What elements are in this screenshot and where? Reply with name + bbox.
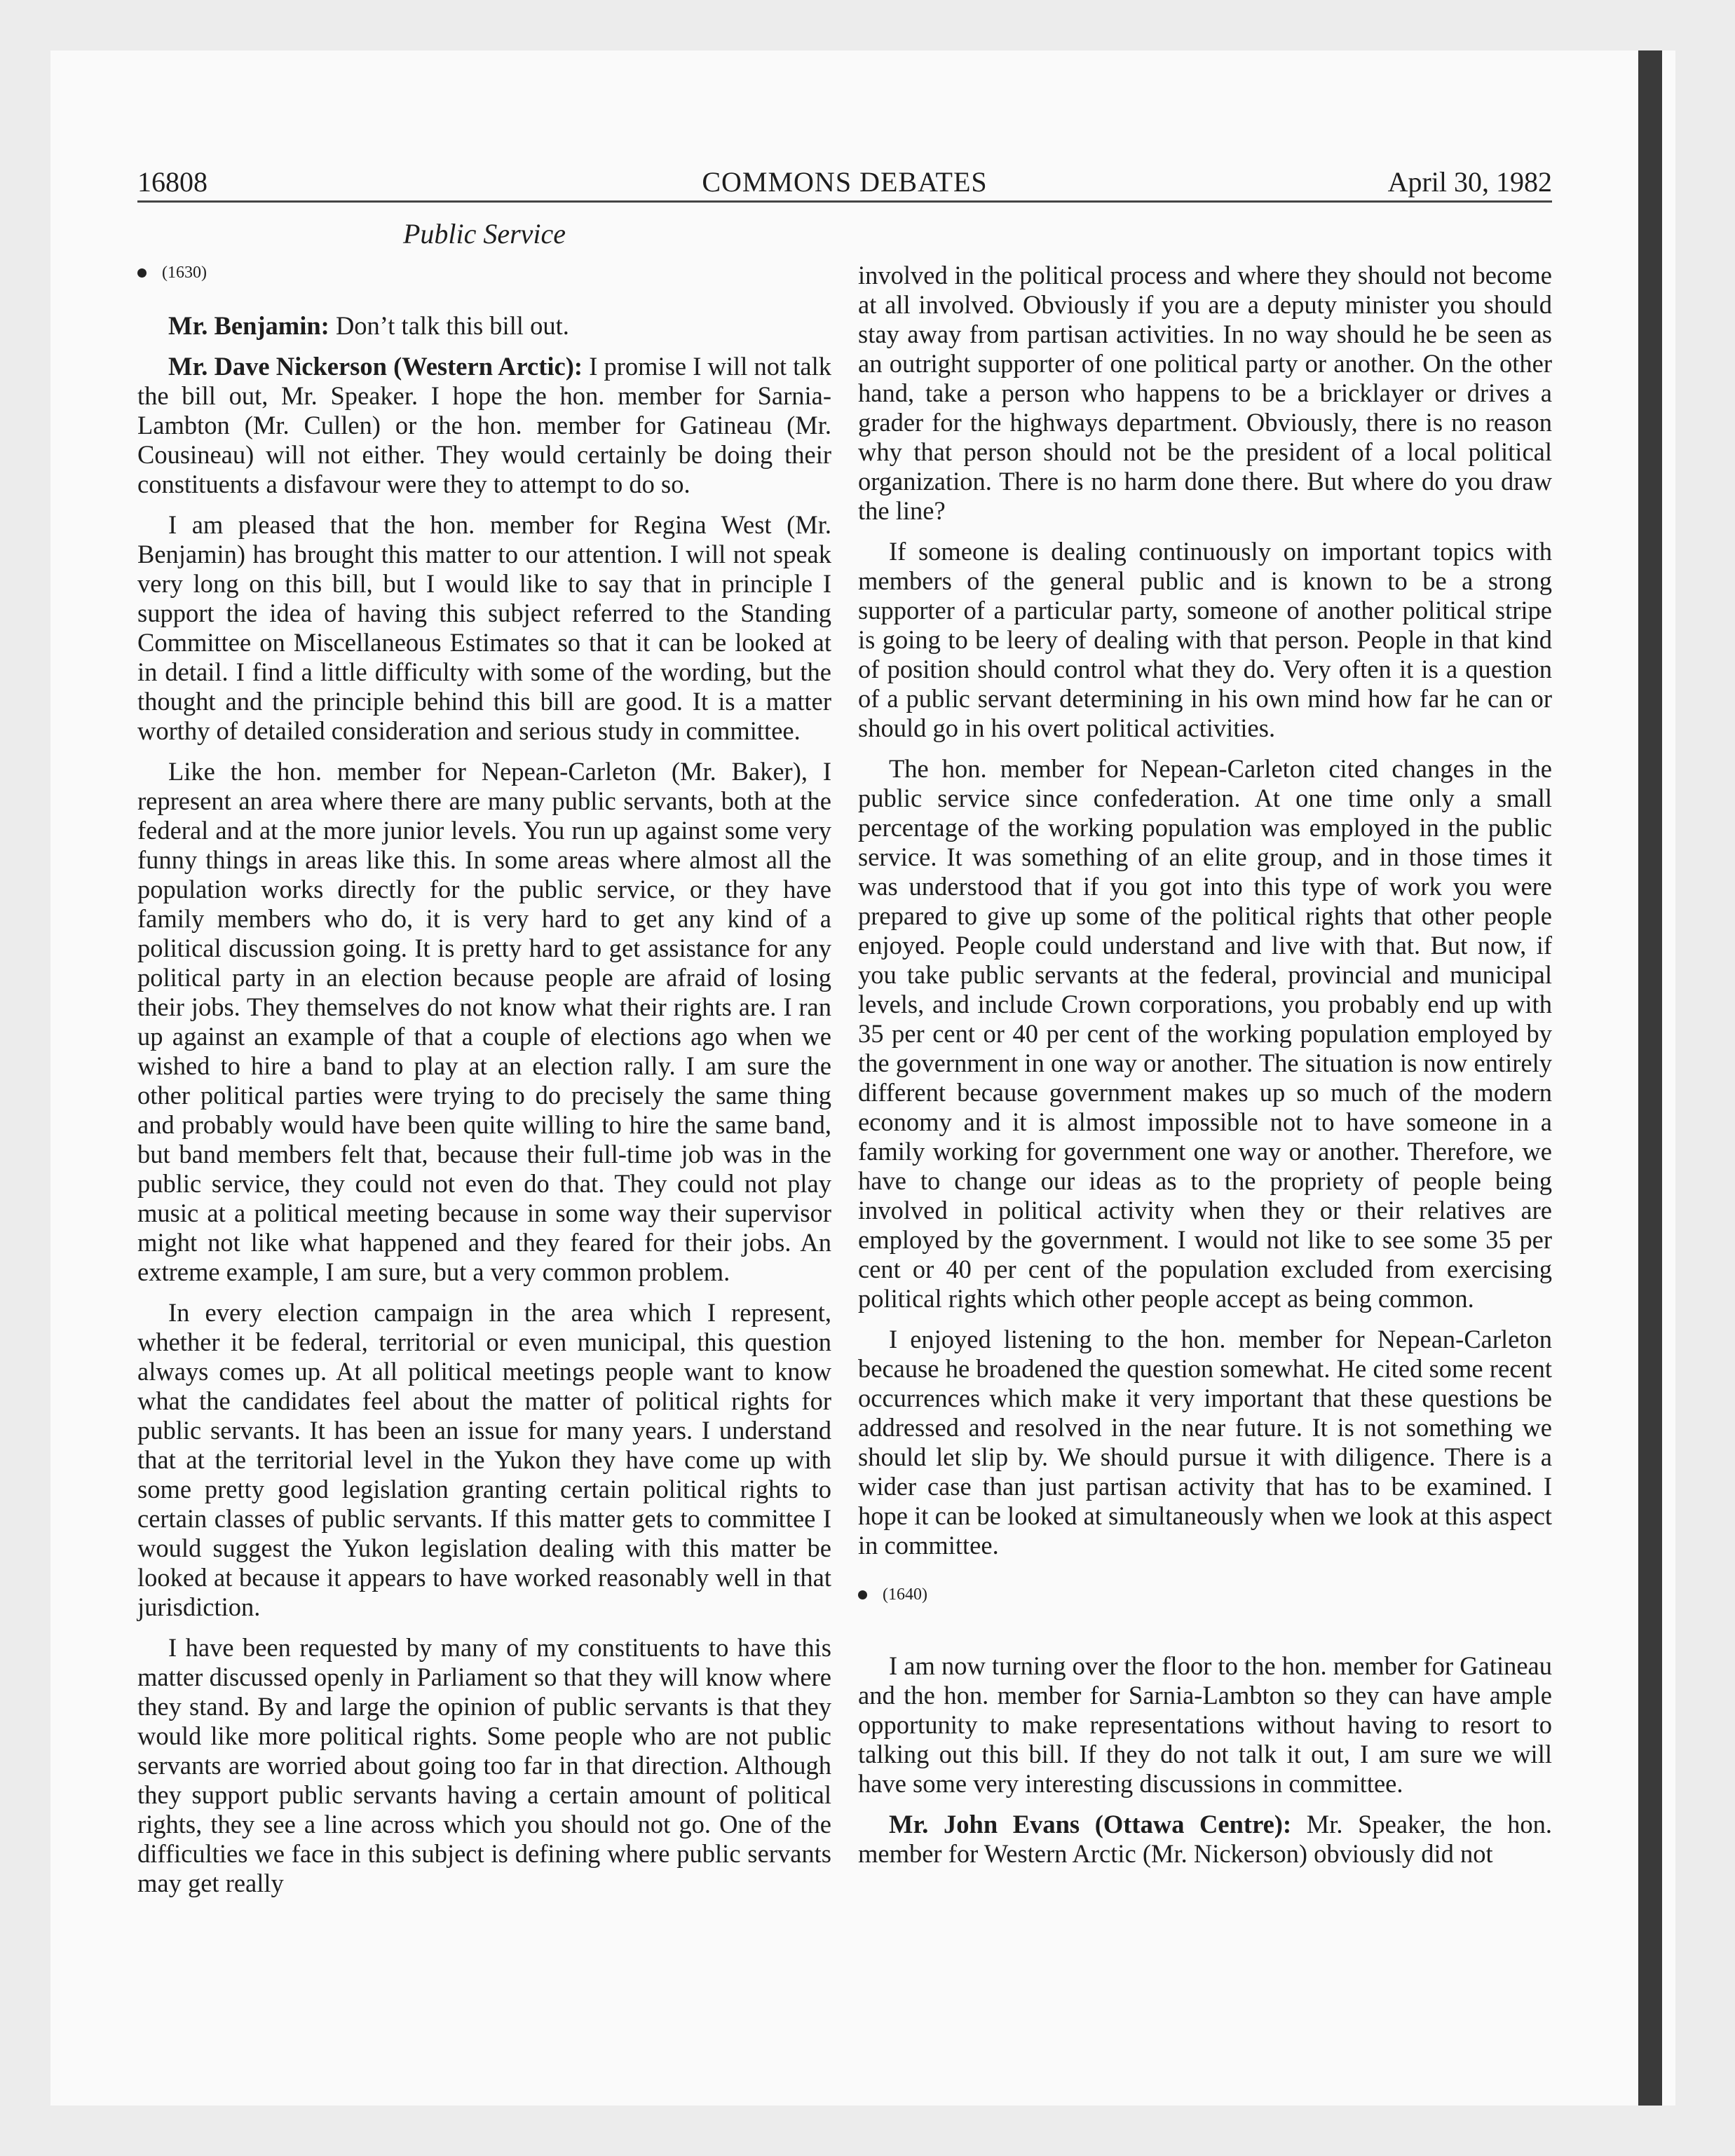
paragraph: I enjoyed listening to the hon. member for Nepean-Carleton because he broadened the question somewhat. He cited some recent occurrences which make it very important that these questions be addressed and resolved in the near future. It is not something we should let slip by. We should pursue it with diligence. There is a wider case than just partisan activity that has to be examined. I hope it can be looked at simultaneously when we look at this aspect in committee. [858, 1325, 1552, 1560]
paragraph [137, 352, 831, 499]
time-marker [858, 1583, 1552, 1606]
bullet-icon [858, 1590, 867, 1599]
speaker-name: Mr. Dave Nickerson (Western Arctic): [168, 352, 583, 381]
paragraph: Like the hon. member for Nepean-Carleton (Mr. Baker), I represent an area where there are many public servants, both at the federal and at the more junior levels. You run up against some very funny things in areas like this. In some areas where almost all the population works directly for the public service, or they have family members who do, it is very hard to get any kind of a political discussion going. It is pretty hard to get assistance for any political party in an election because people are afraid of losing their jobs. They themselves do not know what their rights are. I ran up against an example of that a couple of elections ago when we wished to hire a band to play at an election rally. I am sure the other political parties were trying to do precisely the same thing and probably would have been quite willing to hire the same band, but band members felt that, because their full-time job was in the public service, they could not even do that. They could not play music at a political meeting because in some way their supervisor might not like what happened and they feared for their jobs. An extreme example, I am sure, but a very common problem. [137, 757, 831, 1286]
time-marker-label: (1630) [162, 264, 207, 282]
paragraph: The hon. member for Nepean-Carleton cited changes in the public service since confederation. At one time only a small percentage of the working population was employed in the public service. It was something of an elite group, and in those times it was understood that if you got into this type of work you were prepared to give up some of the political rights that other people enjoyed. People could understand and live with that. But now, if you take public servants at the federal, provincial and municipal levels, and include Crown corporations, you probably end up with 35 per cent or 40 per cent of the working population employed by the government in one way or another. The situation is now entirely different because government makes up so much of the modern economy and it is almost impossible not to have someone in a family working for government one way or another. Therefore, we have to change our ideas as to the propriety of people being involved in political activity when they or their relatives are employed by the government. I would not like to see some 35 per cent or 40 per cent of the population excluded from exercising political rights which other people accept as being common. [858, 754, 1552, 1313]
right-column [858, 261, 1552, 1880]
paragraph: If someone is dealing continuously on important topics with members of the general public and is known to be a strong supporter of a particular party, someone of another political stripe is going to be leery of dealing with that person. People in that kind of position should control what they do. Very often it is a question of a public servant determining in his own mind how far he can or should go in his overt political activities. [858, 537, 1552, 742]
time-marker-label: (1640) [883, 1585, 927, 1604]
scan-edge-bar [1638, 50, 1662, 2106]
paragraph: I am now turning over the floor to the hon. member for Gatineau and the hon. member for Sarnia-Lambton so they can have ample opportunity to make representations without having to resort to talking out this bill. If they do not talk it out, I am sure we will have some very interesting discussions in committee. [858, 1651, 1552, 1798]
running-header [137, 165, 1552, 202]
section-title: Public Service [402, 218, 566, 250]
paragraph [137, 311, 831, 341]
paragraph: I have been requested by many of my constituents to have this matter discussed openly in Parliament so that they will know where they stand. By and large the opinion of public servants is that they would like more political rights. Some people who are not public servants are worried about going too far in that direction. Although they support public servants having a certain amount of political rights, they see a line across which you should not go. One of the difficulties we face in this subject is defining where public servants may get really [137, 1633, 831, 1897]
publication-title: COMMONS DEBATES [702, 166, 988, 198]
page-number: 16808 [137, 166, 207, 198]
paragraph: I am pleased that the hon. member for Regina West (Mr. Benjamin) has brought this matter to our attention. I will not speak very long on this bill, but I would like to say that in principle I support the idea of having this subject referred to the Standing Committee on Miscellaneous Estimates so that it can be looked at in detail. I find a little difficulty with some of the wording, but the thought and the principle behind this bill are good. It is a matter worthy of detailed consideration and serious study in committee. [137, 510, 831, 745]
issue-date: April 30, 1982 [1387, 166, 1552, 198]
paragraph: In every election campaign in the area which I represent, whether it be federal, territorial or even municipal, this question always comes up. At all political meetings people want to know what the candidates feel about the matter of political rights for public servants. It has been an issue for many years. I understand that at the territorial level in the Yukon they have come up with some pretty good legislation granting certain political rights to certain classes of public servants. If this matter gets to committee I would suggest the Yukon legislation dealing with this matter be looked at because it appears to have worked reasonably well in that jurisdiction. [137, 1298, 831, 1621]
speech-text: Mr. Speaker, the hon. member for Western Arctic (Mr. Nickerson) obviously did not [858, 1810, 1552, 1868]
paragraph: involved in the political process and where they should not become at all involved. Obviously if you are a deputy minister you should stay away from partisan activities. In no way should he be seen as an outright supporter of one political party or another. On the other hand, take a person who happens to be a bricklayer or drives a grader for the highways department. Obviously, there is no reason why that person should not be the president of a local political organization. There is no harm done there. But where do you draw the line? [858, 261, 1552, 525]
header-rule [137, 200, 1552, 203]
speech-text: I promise I will not talk the bill out, Mr. Speaker. I hope the hon. member for Sarnia-Lambton (Mr. Cullen) or the hon. member for Gatineau (Mr. Cousineau) will not either. They would certainly be doing their constituents a disfavour were they to attempt to do so. [137, 352, 832, 498]
speaker-name: Mr. Benjamin: [168, 311, 329, 340]
speech-text: Don’t talk this bill out. [329, 311, 569, 340]
paragraph [858, 1810, 1552, 1869]
speaker-name: Mr. John Evans (Ottawa Centre): [889, 1810, 1292, 1838]
left-column [137, 261, 831, 1909]
bullet-icon [137, 268, 147, 278]
time-marker [137, 261, 831, 285]
